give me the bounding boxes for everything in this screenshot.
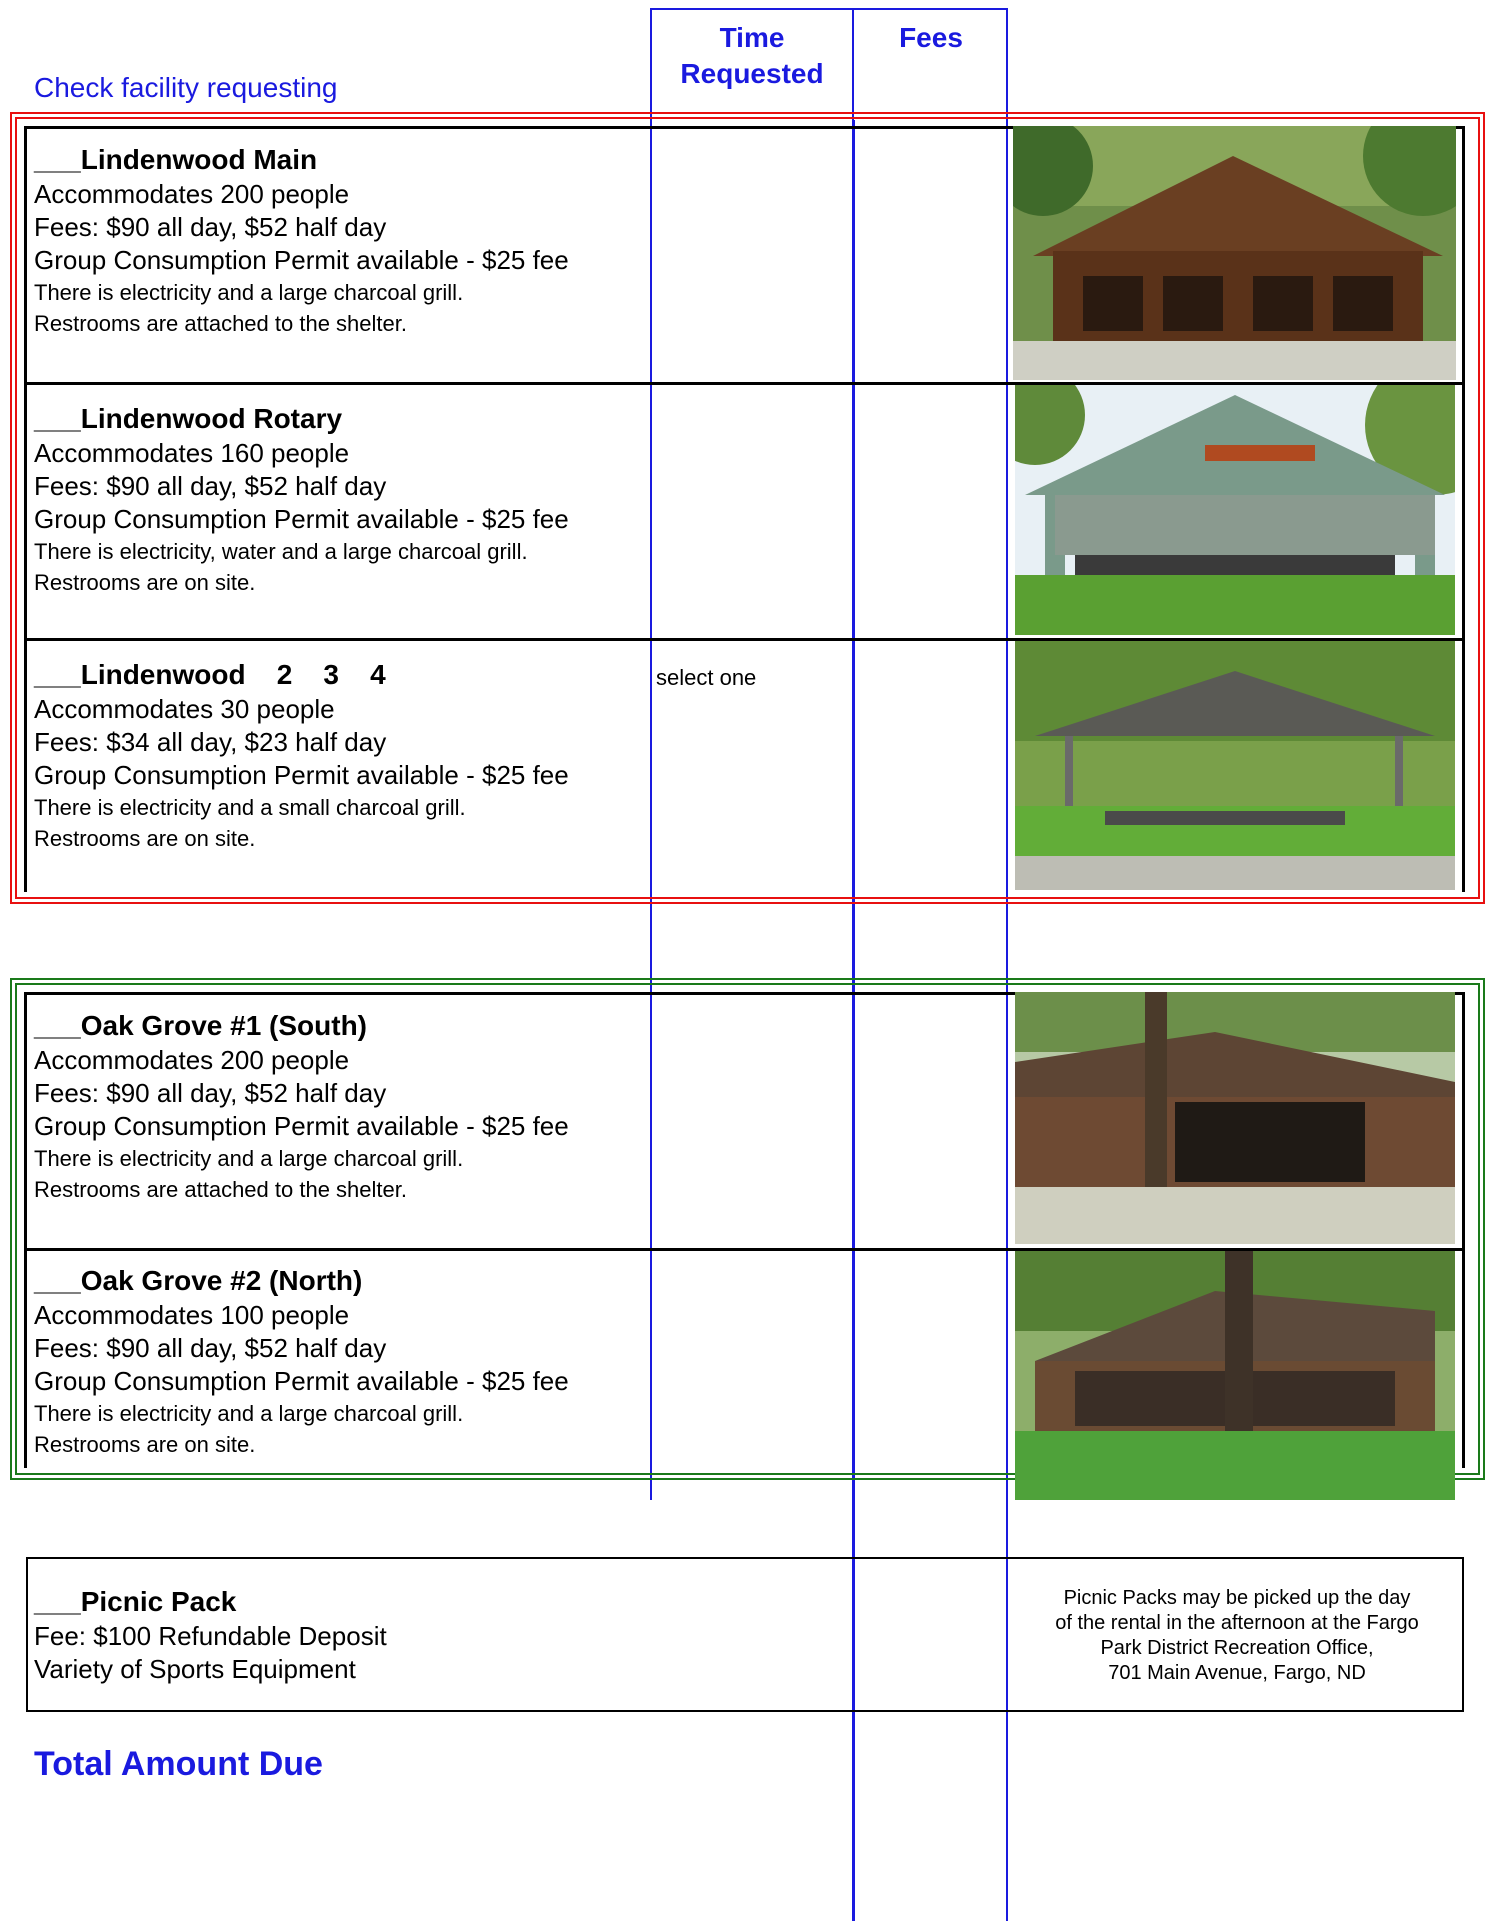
picnic-pack-equipment: Variety of Sports Equipment (34, 1654, 356, 1684)
facility-permit: Group Consumption Permit available - $25 fee (34, 504, 569, 534)
facility-fees: Fees: $34 all day, $23 half day (34, 727, 387, 757)
facility-restrooms: Restrooms are on site. (34, 826, 256, 851)
checkbox-blank[interactable]: ___ (34, 1586, 81, 1617)
time-select-note[interactable]: select one (656, 665, 757, 690)
total-amount-due-label: Total Amount Due (34, 1745, 323, 1783)
facility-restrooms: Restrooms are attached to the shelter. (34, 311, 407, 336)
check-facility-label: Check facility requesting (34, 72, 338, 103)
oak-grove-north-photo (1015, 1251, 1455, 1500)
facility-capacity: Accommodates 200 people (34, 179, 350, 209)
facility-restrooms: Restrooms are on site. (34, 570, 256, 595)
facility-permit: Group Consumption Permit available - $25 fee (34, 760, 569, 790)
facility-name: Lindenwood Main (80, 144, 318, 175)
checkbox-blank[interactable]: ___ (34, 403, 81, 434)
facility-name: Oak Grove #2 (North) (80, 1265, 363, 1296)
checkbox-blank[interactable]: ___ (34, 144, 81, 175)
facility-permit: Group Consumption Permit available - $25 fee (34, 1111, 569, 1141)
lindenwood-main-photo (1013, 126, 1456, 380)
lindenwood-rotary-photo (1015, 385, 1455, 635)
facility-info (34, 657, 569, 854)
facility-fees: Fees: $90 all day, $52 half day (34, 212, 387, 242)
facility-amenities: There is electricity and a large charcoal grill. (34, 280, 464, 305)
oak-grove-south-photo (1015, 992, 1455, 1244)
fees-header: Fees (899, 22, 963, 53)
facility-fees: Fees: $90 all day, $52 half day (34, 1333, 387, 1363)
facility-restrooms: Restrooms are on site. (34, 1432, 256, 1457)
facility-info (34, 1263, 569, 1460)
facility-capacity: Accommodates 30 people (34, 694, 335, 724)
facility-amenities: There is electricity and a large charcoal grill. (34, 1401, 464, 1426)
picnic-pack-info (34, 1584, 387, 1686)
facility-name: Lindenwood Rotary (80, 403, 343, 434)
facility-info (34, 1008, 569, 1205)
facility-permit: Group Consumption Permit available - $25 fee (34, 1366, 569, 1396)
facility-info (34, 142, 569, 339)
facility-amenities: There is electricity, water and a large charcoal grill. (34, 539, 528, 564)
lindenwood-234-photo (1015, 641, 1455, 890)
facility-capacity: Accommodates 100 people (34, 1300, 350, 1330)
facility-fees: Fees: $90 all day, $52 half day (34, 1078, 387, 1108)
picnic-pack-note: Picnic Packs may be picked up the day of the rental in the afternoon at the Fargo Park District Recreation Office, 701 Main Avenue, Fargo, ND (1055, 1587, 1419, 1684)
facility-name: Lindenwood 2 3 4 (80, 659, 386, 690)
facility-fees: Fees: $90 all day, $52 half day (34, 471, 387, 501)
facility-capacity: Accommodates 200 people (34, 1045, 350, 1075)
picnic-pack-name: Picnic Pack (80, 1586, 237, 1617)
time-requested-header: Time Requested (680, 22, 824, 89)
facility-amenities: There is electricity and a small charcoal grill. (34, 795, 466, 820)
facility-capacity: Accommodates 160 people (34, 438, 350, 468)
facility-info (34, 401, 569, 598)
facility-amenities: There is electricity and a large charcoal grill. (34, 1146, 464, 1171)
facility-name: Oak Grove #1 (South) (80, 1010, 368, 1041)
checkbox-blank[interactable]: ___ (34, 659, 81, 690)
facility-restrooms: Restrooms are attached to the shelter. (34, 1177, 407, 1202)
facility-permit: Group Consumption Permit available - $25 fee (34, 245, 569, 275)
checkbox-blank[interactable]: ___ (34, 1265, 81, 1296)
checkbox-blank[interactable]: ___ (34, 1010, 81, 1041)
picnic-pack-fee: Fee: $100 Refundable Deposit (34, 1621, 387, 1651)
